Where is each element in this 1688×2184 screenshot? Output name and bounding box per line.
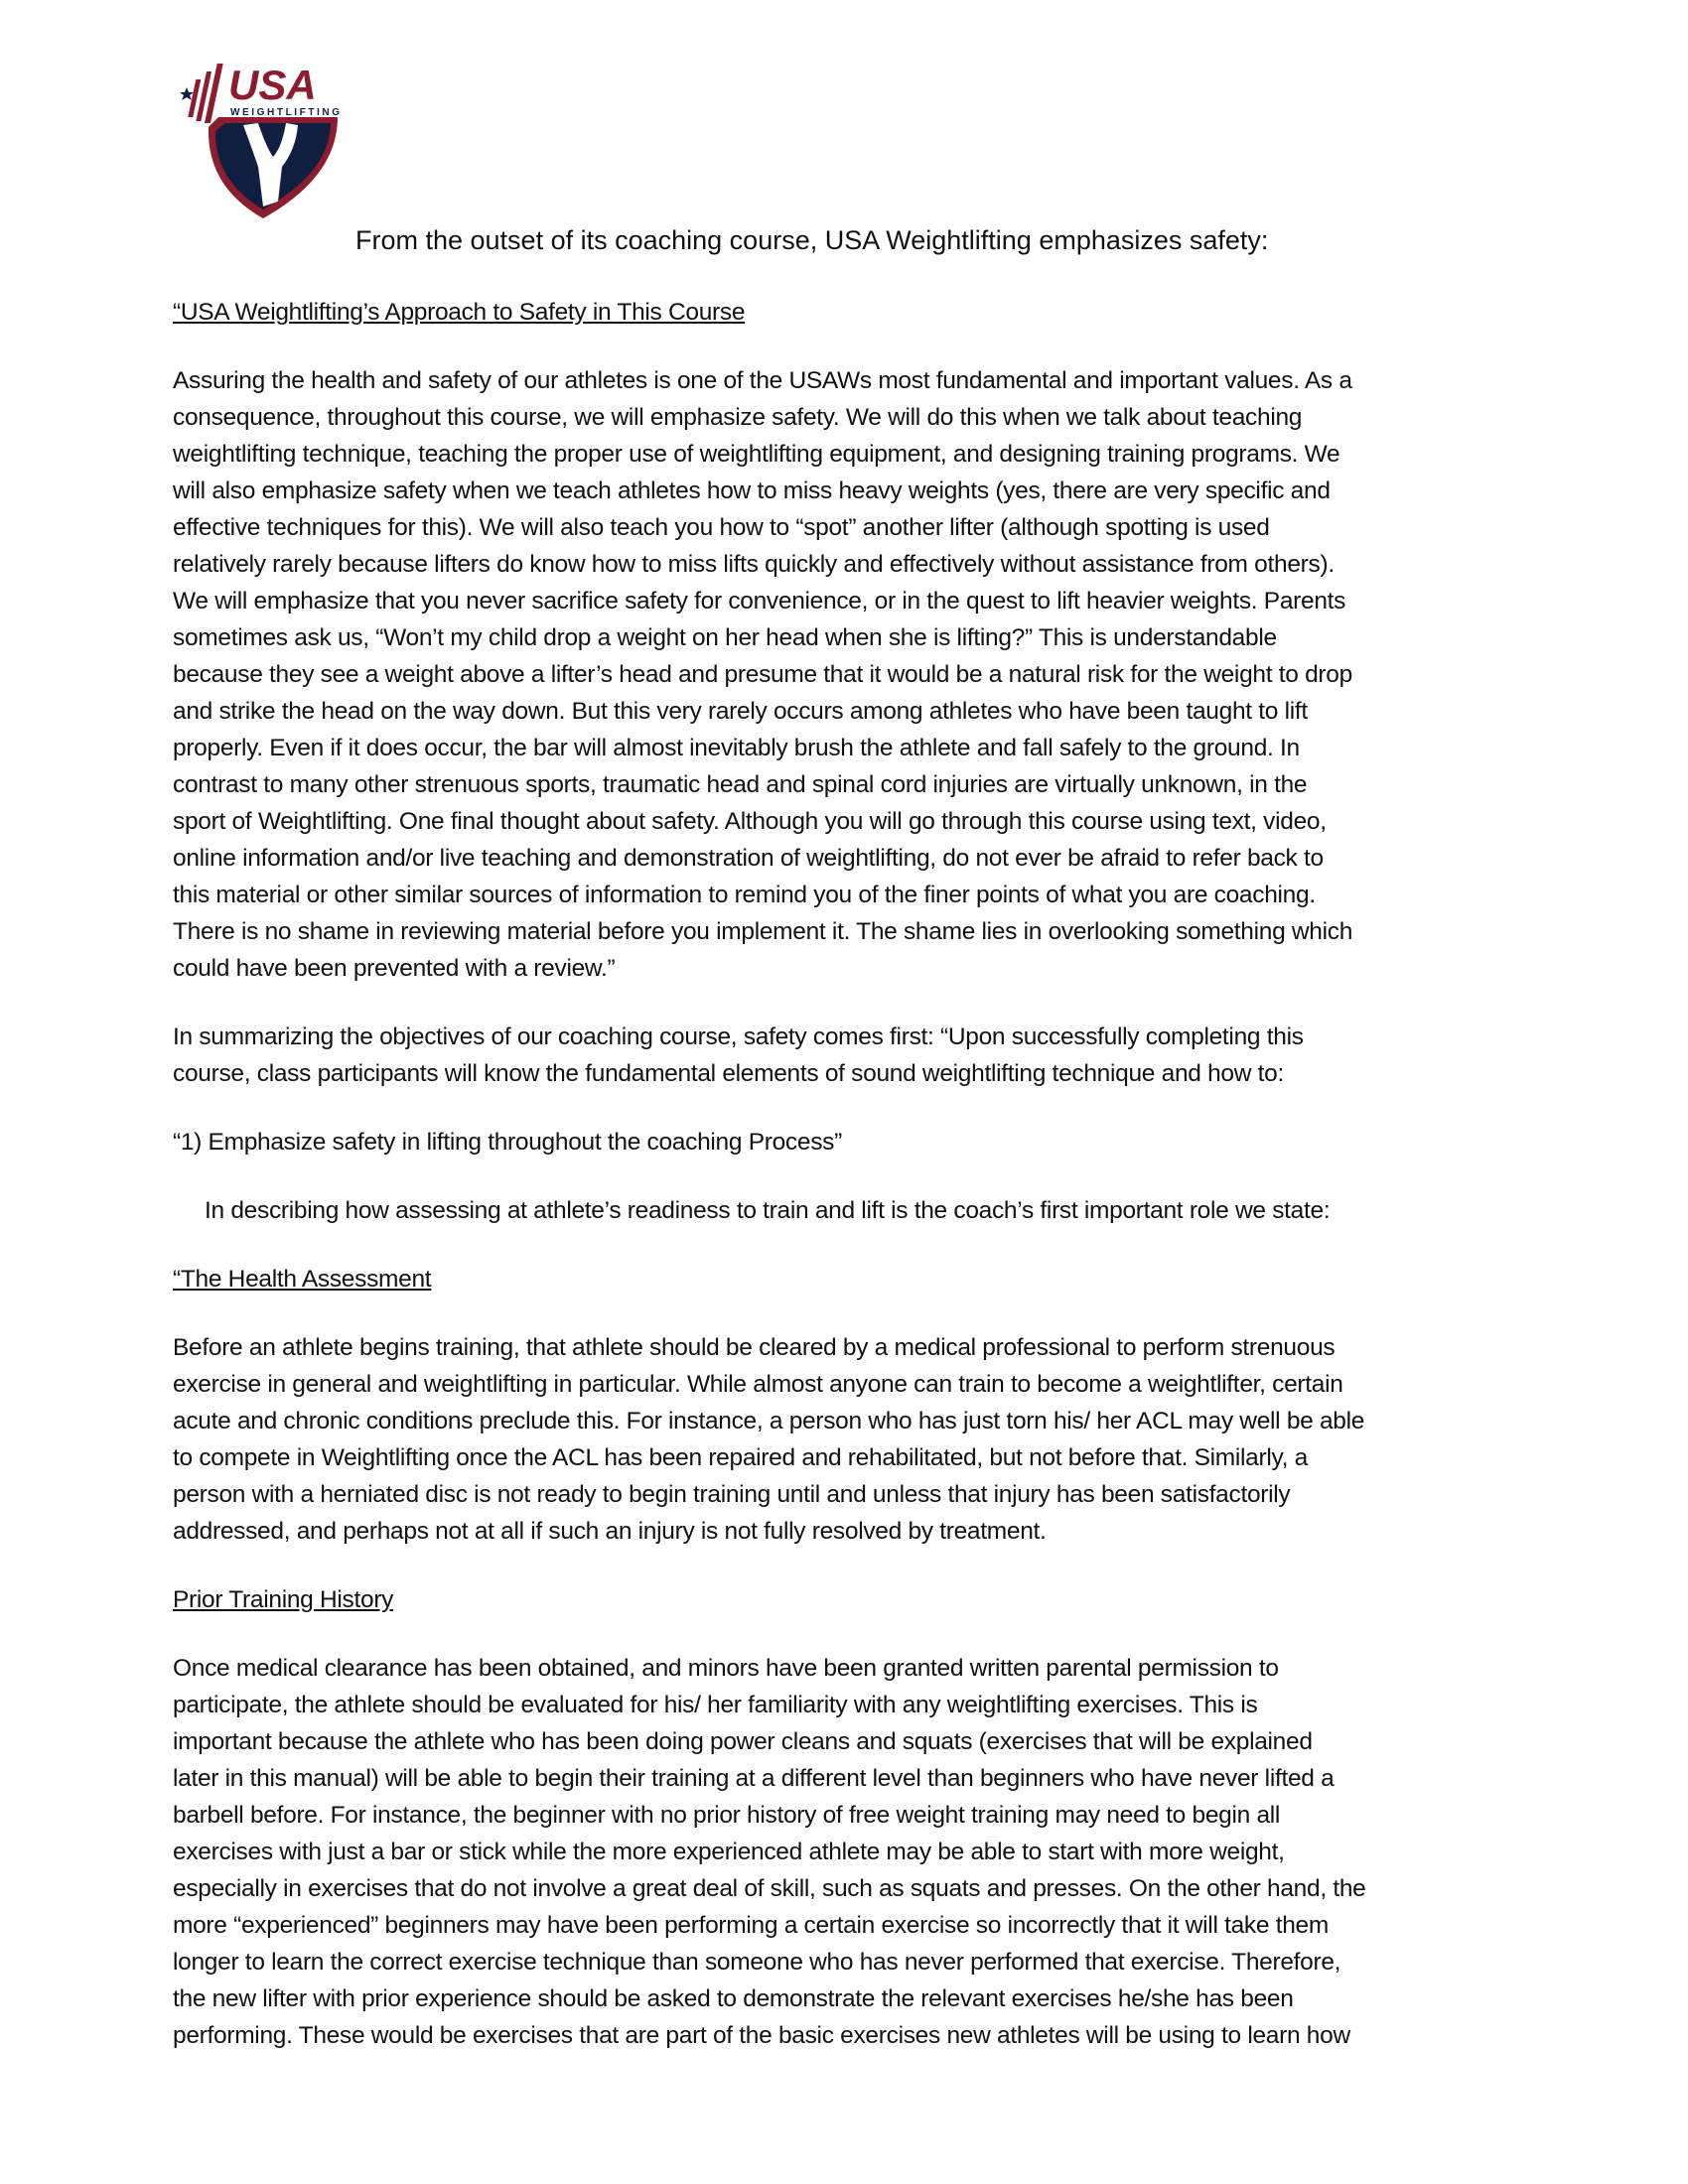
section-heading-health: “The Health Assessment <box>173 1266 432 1293</box>
text-line: will also emphasize safety when we teach athletes how to miss heavy weights (yes, there are very specific and <box>173 478 1331 504</box>
text-line: exercise in general and weightlifting in particular. While almost anyone can train to become a weightlifter, certain <box>173 1371 1343 1398</box>
text-line: and strike the head on the way down. But this very rarely occurs among athletes who have been taught to lift <box>173 698 1308 725</box>
text-line: longer to learn the correct exercise technique than someone who has never performed that exercise. Therefore, <box>173 1949 1341 1976</box>
paragraph-objectives <box>173 1019 1583 1092</box>
text-line: could have been prevented with a review.” <box>173 955 616 982</box>
text-line: We will emphasize that you never sacrifice safety for convenience, or in the quest to lift heavier weights. Parents <box>173 588 1346 614</box>
svg-text:USA: USA <box>228 62 317 108</box>
text-line: exercises with just a bar or stick while the more experienced athlete may be able to start with more weight, <box>173 1839 1285 1865</box>
text-line: Once medical clearance has been obtained, and minors have been granted written parental permission to <box>173 1655 1279 1682</box>
text-line: barbell before. For instance, the beginner with no prior history of free weight training may need to begin all <box>173 1802 1281 1829</box>
section-heading-training-history: Prior Training History <box>173 1586 394 1613</box>
text-line: especially in exercises that do not involve a great deal of skill, such as squats and presses. On the other hand, the <box>173 1875 1366 1902</box>
text-line: online information and/or live teaching and demonstration of weightlifting, do not ever be afraid to refer back to <box>173 845 1324 872</box>
text-line: effective techniques for this). We will also teach you how to “spot” another lifter (although spotting is used <box>173 514 1270 541</box>
paragraph-training-history <box>173 1650 1583 2054</box>
text-line: weightlifting technique, teaching the proper use of weightlifting equipment, and designing training programs. We <box>173 441 1340 468</box>
text-line: relatively rarely because lifters do know how to miss lifts quickly and effectively without assistance from others). <box>173 551 1335 578</box>
text-line: consequence, throughout this course, we will emphasize safety. We will do this when we talk about teaching <box>173 404 1303 431</box>
text-line: important because the athlete who has been doing power cleans and squats (exercises that will be explained <box>173 1728 1313 1755</box>
usa-weightlifting-logo <box>179 58 350 221</box>
text-line: contrast to many other strenuous sports, traumatic head and spinal cord injuries are virtually unknown, in the <box>173 771 1308 798</box>
text-line: more “experienced” beginners may have been performing a certain exercise so incorrectly that it will take them <box>173 1912 1329 1939</box>
text-line: Before an athlete begins training, that athlete should be cleared by a medical professional to perform strenuous <box>173 1334 1336 1361</box>
text-line: person with a herniated disc is not ready to begin training until and unless that injury has been satisfactorily <box>173 1481 1291 1508</box>
text-line: In summarizing the objectives of our coaching course, safety comes first: “Upon successfully completing this <box>173 1024 1304 1050</box>
svg-text:WEIGHTLIFTING: WEIGHTLIFTING <box>230 107 340 118</box>
text-line: sometimes ask us, “Won’t my child drop a weight on her head when she is lifting?” This is understandable <box>173 624 1277 651</box>
page-title: From the outset of its coaching course, USA Weightlifting emphasizes safety: <box>355 225 1269 255</box>
text-line: sport of Weightlifting. One final thought about safety. Although you will go through this course using text, video, <box>173 808 1327 835</box>
text-line: participate, the athlete should be evaluated for his/ her familiarity with any weightlifting exercises. This is <box>173 1692 1258 1718</box>
text-line: properly. Even if it does occur, the bar will almost inevitably brush the athlete and fall safely to the ground. In <box>173 735 1300 761</box>
text-line: addressed, and perhaps not at all if such an injury is not fully resolved by treatment. <box>173 1518 1047 1545</box>
objective-item: “1) Emphasize safety in lifting throughout the coaching Process” <box>173 1129 842 1156</box>
text-line: There is no shame in reviewing material before you implement it. The shame lies in overlooking something which <box>173 918 1353 945</box>
text-line: to compete in Weightlifting once the ACL has been repaired and rehabilitated, but not before that. Similarly, a <box>173 1444 1308 1471</box>
text-line: performing. These would be exercises that are part of the basic exercises new athletes will be using to learn how <box>173 2022 1350 2049</box>
text-line: acute and chronic conditions preclude this. For instance, a person who has just torn his/ her ACL may well be able <box>173 1408 1365 1434</box>
text-line: Assuring the health and safety of our athletes is one of the USAWs most fundamental and important values. As a <box>173 367 1352 394</box>
document-body <box>173 294 1583 2086</box>
text-line: the new lifter with prior experience should be asked to demonstrate the relevant exercises he/she has been <box>173 1985 1294 2012</box>
intro-health-assessment: In describing how assessing at athlete’s readiness to train and lift is the coach’s first important role we state: <box>205 1197 1331 1224</box>
paragraph-safety-approach <box>173 362 1583 987</box>
section-heading-safety: “USA Weightlifting’s Approach to Safety in This Course <box>173 299 746 326</box>
text-line: course, class participants will know the fundamental elements of sound weightlifting technique and how to: <box>173 1060 1284 1087</box>
paragraph-health-assessment <box>173 1329 1583 1550</box>
text-line: this material or other similar sources of information to remind you of the finer points of what you are coaching. <box>173 882 1316 908</box>
text-line: because they see a weight above a lifter’s head and presume that it would be a natural risk for the weight to drop <box>173 661 1352 688</box>
text-line: later in this manual) will be able to begin their training at a different level than beginners who have never lifted a <box>173 1765 1335 1792</box>
